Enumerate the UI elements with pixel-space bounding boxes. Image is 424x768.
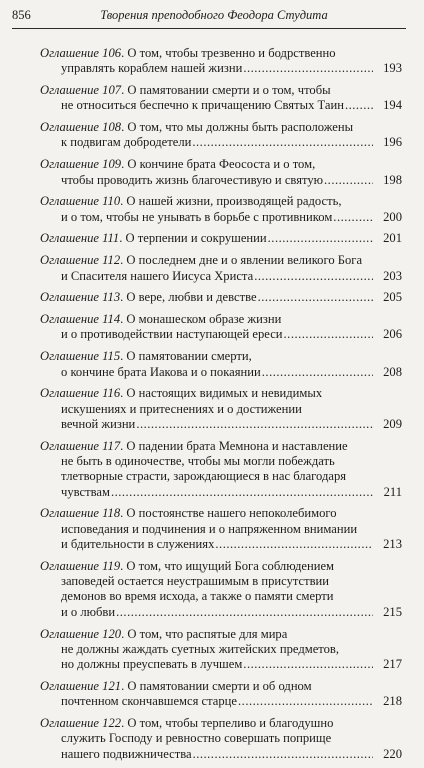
- dot-leader: [193, 747, 373, 762]
- toc-entry-text: не должны жаждать суетных житейских предметов,: [61, 641, 340, 656]
- toc-entry-text: чтобы проводить жизнь благочестивую и святую: [61, 172, 324, 187]
- toc-entry-page: 194: [383, 98, 402, 113]
- toc-entry-line: [40, 386, 374, 401]
- toc-entry-line: [40, 269, 374, 284]
- toc-entry-page: 213: [383, 537, 402, 552]
- toc-entry-line: [40, 210, 374, 225]
- toc-entry-text: . О падении брата Мемнона и наставление: [120, 438, 348, 453]
- toc-entry-line: [40, 290, 374, 305]
- toc-entry-text: . О том, чтобы терпеливо и благодушно: [121, 715, 334, 730]
- toc-entry-text: . О том, что распятые для мира: [121, 626, 288, 641]
- toc-entry-line: [40, 574, 374, 589]
- page-number: 856: [12, 8, 31, 22]
- toc-entry-line: [40, 679, 374, 694]
- toc-entry-line: [40, 506, 374, 521]
- dot-leader: [333, 210, 373, 225]
- toc-entry-text: почтенном скончавшемся старце: [61, 694, 238, 709]
- toc-entry-line: [40, 417, 374, 432]
- toc-entry-text: но должны преуспевать в лучшем: [61, 657, 243, 672]
- dot-leader: [243, 61, 373, 76]
- toc-entry: [40, 120, 402, 151]
- toc-entry-line: [40, 402, 374, 417]
- toc-entry-text: исповедания и подчинения и о напряженном внимании: [61, 521, 358, 536]
- toc-entry: [40, 194, 402, 225]
- toc-entry-line: [40, 135, 374, 150]
- toc-entry-line: [40, 98, 374, 113]
- toc-entry-label: Оглашение 106: [40, 46, 122, 60]
- toc-entry-text: . О нашей жизни, производящей радость,: [120, 194, 342, 209]
- toc-entry-line: [40, 83, 374, 98]
- toc-entry-text: и о любви: [61, 604, 116, 619]
- toc-entry-text: . О том, что ищущий Бога соблюдением: [120, 558, 335, 573]
- toc-entry-line: [40, 747, 374, 762]
- toc-entry-label: Оглашение 115: [40, 349, 121, 364]
- toc-entry-label: Оглашение 107: [40, 83, 122, 98]
- toc-entry-text: . О монашеском образе жизни: [120, 312, 282, 327]
- dot-leader: [243, 657, 373, 672]
- toc-entry-page: 220: [383, 746, 402, 761]
- toc-entry-line: [40, 46, 374, 61]
- toc-entry-text: . О памятовании смерти и о том, чтобы: [121, 83, 331, 98]
- toc-entry-text: к подвигам добродетели: [61, 135, 192, 150]
- toc-entry-text: о кончине брата Иакова и о покаянии: [61, 364, 261, 379]
- toc-entry-text: . О том, что мы должны быть расположены: [121, 120, 354, 135]
- toc-entry-page: 193: [383, 61, 402, 76]
- toc-entry-text: заповедей остается неустрашимым в присутствии: [61, 574, 330, 589]
- dot-leader: [345, 98, 373, 113]
- toc-entry: [40, 46, 402, 77]
- toc-entry-line: [40, 120, 374, 135]
- toc-entry-text: служить Господу и ревностно совершать поприще: [61, 731, 332, 746]
- toc-entry-line: [40, 439, 374, 454]
- toc-entry-text: управлять кораблем нашей жизни: [61, 61, 243, 76]
- toc-entry: [40, 349, 402, 380]
- toc-entry-page: 211: [383, 484, 402, 499]
- toc-entry: [40, 506, 402, 552]
- toc-entry-label: Оглашение 119: [40, 558, 121, 573]
- toc-entry: [40, 716, 402, 762]
- dot-leader: [254, 269, 373, 284]
- dot-leader: [258, 290, 373, 305]
- toc-entry-line: [40, 731, 374, 746]
- toc-entry-text: и о том, чтобы не унывать в борьбе с противником: [61, 209, 333, 224]
- toc-entry-page: 208: [383, 364, 402, 379]
- toc-entry-line: [40, 173, 374, 188]
- toc-entry-line: [40, 469, 374, 484]
- toc-entry-text: и Спасителя нашего Иисуса Христа: [61, 268, 254, 283]
- toc-entry-text: и о противодействии наступающей ереси: [61, 327, 283, 342]
- toc-entry-text: тлетворные страсти, зарождающиеся в нас благодаря: [61, 469, 347, 484]
- toc-entry-page: 206: [383, 327, 402, 342]
- toc-entry-text: . О том, чтобы трезвенно и бодрственно: [121, 46, 336, 60]
- toc-entry-page: 201: [383, 231, 402, 246]
- toc-entry: [40, 559, 402, 620]
- dot-leader: [116, 605, 373, 620]
- dot-leader: [238, 694, 373, 709]
- toc-entry-line: [40, 312, 374, 327]
- toc-entry-label: Оглашение 110: [40, 194, 121, 209]
- dot-leader: [111, 485, 373, 500]
- toc-entry: [40, 679, 402, 710]
- toc-entry-label: Оглашение 122: [40, 715, 122, 730]
- toc-entry: [40, 312, 402, 343]
- toc-entry-label: Оглашение 120: [40, 626, 122, 641]
- toc-entry-line: [40, 522, 374, 537]
- dot-leader: [136, 417, 373, 432]
- toc-entry-line: [40, 627, 374, 642]
- toc-entry: [40, 627, 402, 673]
- toc-entry-text: . О терпении и сокрушении: [119, 231, 267, 246]
- toc-entry-label: Оглашение 111: [40, 231, 120, 246]
- toc-entry-text: . О памятовании смерти,: [120, 349, 252, 364]
- running-header: [12, 8, 406, 29]
- toc-entry-text: . О вере, любви и девстве: [120, 290, 257, 305]
- toc-entry-page: 198: [383, 172, 402, 187]
- toc-entry-page: 203: [383, 268, 402, 283]
- toc-entry: [40, 253, 402, 284]
- toc-entry-page: 218: [383, 694, 402, 709]
- toc-entry-text: искушениях и притеснениях и о достижении: [61, 401, 302, 416]
- toc-entry-line: [40, 605, 374, 620]
- dot-leader: [262, 365, 373, 380]
- toc-entry-text: демонов во время исхода, а также о памяти смерти: [61, 589, 334, 604]
- toc-entry-line: [40, 365, 374, 380]
- toc-entry-line: [40, 657, 374, 672]
- toc-entry-label: Оглашение 114: [40, 312, 121, 327]
- toc-entry-line: [40, 589, 374, 604]
- toc-entry-page: 200: [383, 209, 402, 224]
- toc-entry-text: нашего подвижничества: [61, 746, 192, 761]
- toc-entry-text: не относиться беспечно к причащению Святых Таин: [61, 98, 344, 113]
- running-title: Творения преподобного Феодора Студита: [100, 8, 328, 22]
- toc-entry-label: Оглашение 118: [40, 506, 121, 521]
- toc-entry: [40, 439, 402, 500]
- toc-entry-line: [40, 454, 374, 469]
- toc-entry-line: [40, 157, 374, 172]
- toc-entry-text: . О кончине брата Феососта и о том,: [121, 157, 316, 172]
- dot-leader: [215, 537, 373, 552]
- toc-entry-page: 215: [383, 604, 402, 619]
- toc-entry-page: 209: [383, 416, 402, 431]
- table-of-contents: [40, 46, 402, 768]
- toc-entry-label: Оглашение 121: [40, 678, 122, 693]
- toc-entry-text: и бдительности в служениях: [61, 537, 215, 552]
- toc-entry: [40, 83, 402, 114]
- toc-entry-line: [40, 559, 374, 574]
- dot-leader: [268, 231, 373, 246]
- toc-entry-label: Оглашение 109: [40, 157, 122, 172]
- toc-entry-label: Оглашение 117: [40, 438, 121, 453]
- toc-entry: [40, 157, 402, 188]
- toc-entry-text: чувствам: [61, 484, 110, 499]
- toc-entry-line: [40, 61, 374, 76]
- toc-entry-label: Оглашение 108: [40, 120, 122, 135]
- dot-leader: [324, 173, 373, 188]
- toc-entry-text: . О настоящих видимых и невидимых: [120, 386, 323, 401]
- toc-entry-text: вечной жизни: [61, 416, 136, 431]
- dot-leader: [192, 135, 373, 150]
- toc-entry-line: [40, 349, 374, 364]
- toc-entry-text: не быть в одиночестве, чтобы мы могли побеждать: [61, 454, 335, 469]
- toc-entry-label: Оглашение 113: [40, 290, 121, 305]
- toc-entry-line: [40, 642, 374, 657]
- toc-entry: [40, 231, 402, 246]
- toc-entry-line: [40, 694, 374, 709]
- toc-entry-page: 205: [383, 290, 402, 305]
- toc-entry-line: [40, 537, 374, 552]
- toc-entry-label: Оглашение 116: [40, 386, 121, 401]
- toc-entry-line: [40, 253, 374, 268]
- toc-entry-line: [40, 327, 374, 342]
- toc-entry-text: . О памятовании смерти и об одном: [121, 678, 312, 693]
- toc-entry-line: [40, 231, 374, 246]
- toc-entry-line: [40, 485, 374, 500]
- dot-leader: [284, 327, 373, 342]
- toc-entry-line: [40, 716, 374, 731]
- toc-entry-page: 217: [383, 657, 402, 672]
- toc-entry-label: Оглашение 112: [40, 253, 121, 268]
- toc-entry-page: 196: [383, 135, 402, 150]
- toc-entry-line: [40, 194, 374, 209]
- toc-entry: [40, 386, 402, 432]
- toc-entry-text: . О последнем дне и о явлении великого Бога: [120, 253, 363, 268]
- toc-entry-text: . О постоянстве нашего непоколебимого: [120, 506, 337, 521]
- toc-entry: [40, 290, 402, 305]
